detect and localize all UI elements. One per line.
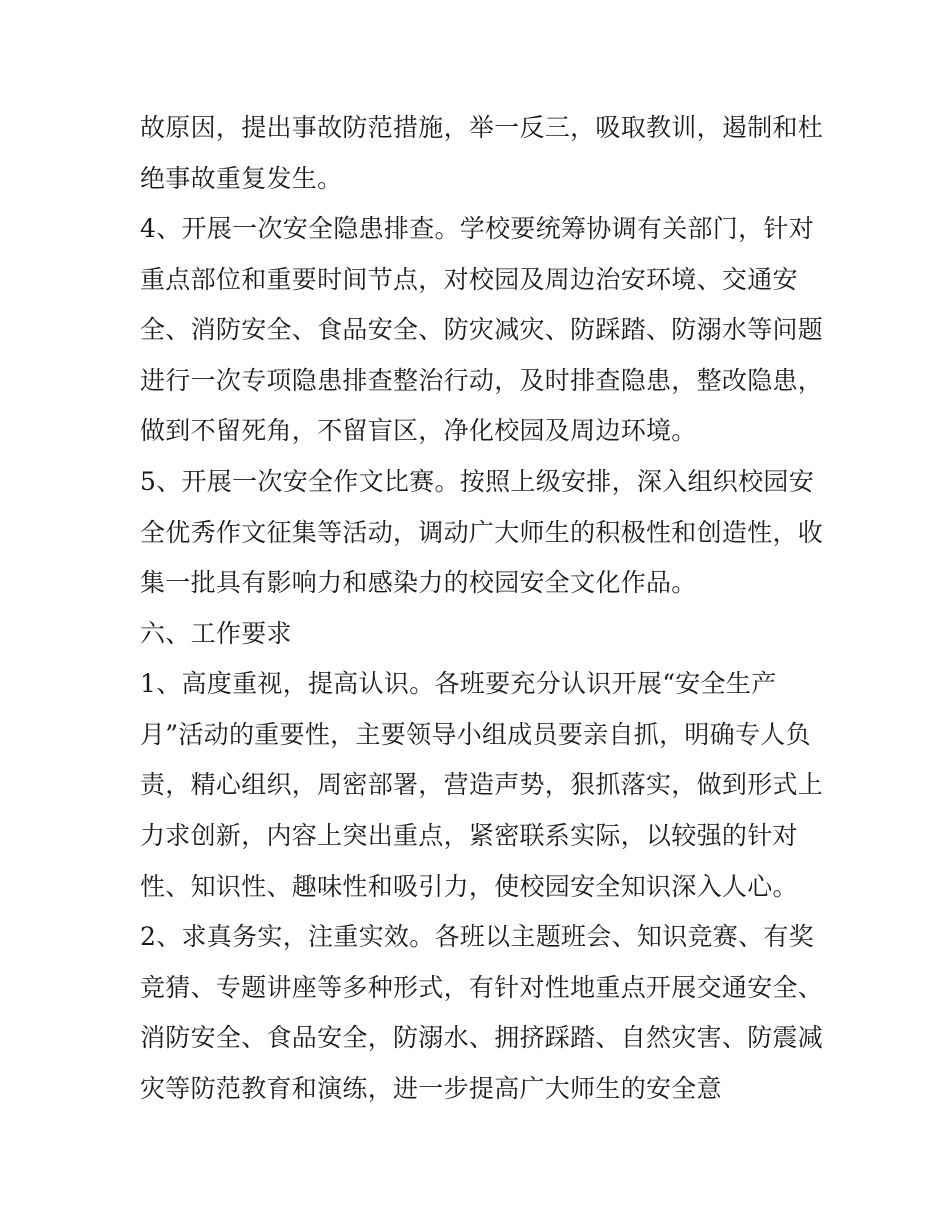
section-heading: 六、工作要求	[140, 619, 292, 648]
text-line: 月”活动的重要性，主要领导小组成员要亲自抓，明确专人负	[140, 720, 811, 749]
text-line: 性、知识性、趣味性和吸引力，使校园安全知识深入人心。	[140, 872, 798, 901]
text-line: 竞猜、专题讲座等多种形式，有针对性地重点开展交通安全、	[140, 973, 824, 1002]
text-line: 重点部位和重要时间节点，对校园及周边治安环境、交通安	[140, 265, 798, 294]
text-line: 进行一次专项隐患排查整治行动，及时排查隐患，整改隐患，	[140, 366, 824, 395]
text-line: 1、高度重视，提高认识。各班要充分认识开展“安全生产	[140, 669, 777, 698]
text-line: 消防安全、食品安全，防溺水、拥挤踩踏、自然灾害、防震减	[140, 1023, 824, 1052]
text-line: 力求创新，内容上突出重点，紧密联系实际，以较强的针对	[140, 821, 798, 850]
text-line: 全、消防安全、食品安全、防灾减灾、防踩踏、防溺水等问题	[140, 315, 824, 344]
text-line: 绝事故重复发生。	[140, 164, 343, 193]
text-line: 4、开展一次安全隐患排查。学校要统筹协调有关部门，针对	[140, 214, 815, 243]
text-line: 2、求真务实，注重实效。各班以主题班会、知识竞赛、有奖	[140, 922, 815, 951]
text-line: 责，精心组织，周密部署，营造声势，狠抓落实，做到形式上	[140, 770, 824, 799]
text-line: 全优秀作文征集等活动，调动广大师生的积极性和创造性，收	[140, 518, 824, 547]
text-line: 做到不留死角，不留盲区，净化校园及周边环境。	[140, 416, 697, 445]
text-line: 故原因，提出事故防范措施，举一反三，吸取教训，遏制和杜	[140, 113, 824, 142]
text-line: 5、开展一次安全作文比赛。按照上级安排，深入组织校园安	[140, 467, 815, 496]
text-line: 灾等防范教育和演练，进一步提高广大师生的安全意	[140, 1074, 722, 1103]
text-line: 集一批具有影响力和感染力的校园安全文化作品。	[140, 568, 697, 597]
